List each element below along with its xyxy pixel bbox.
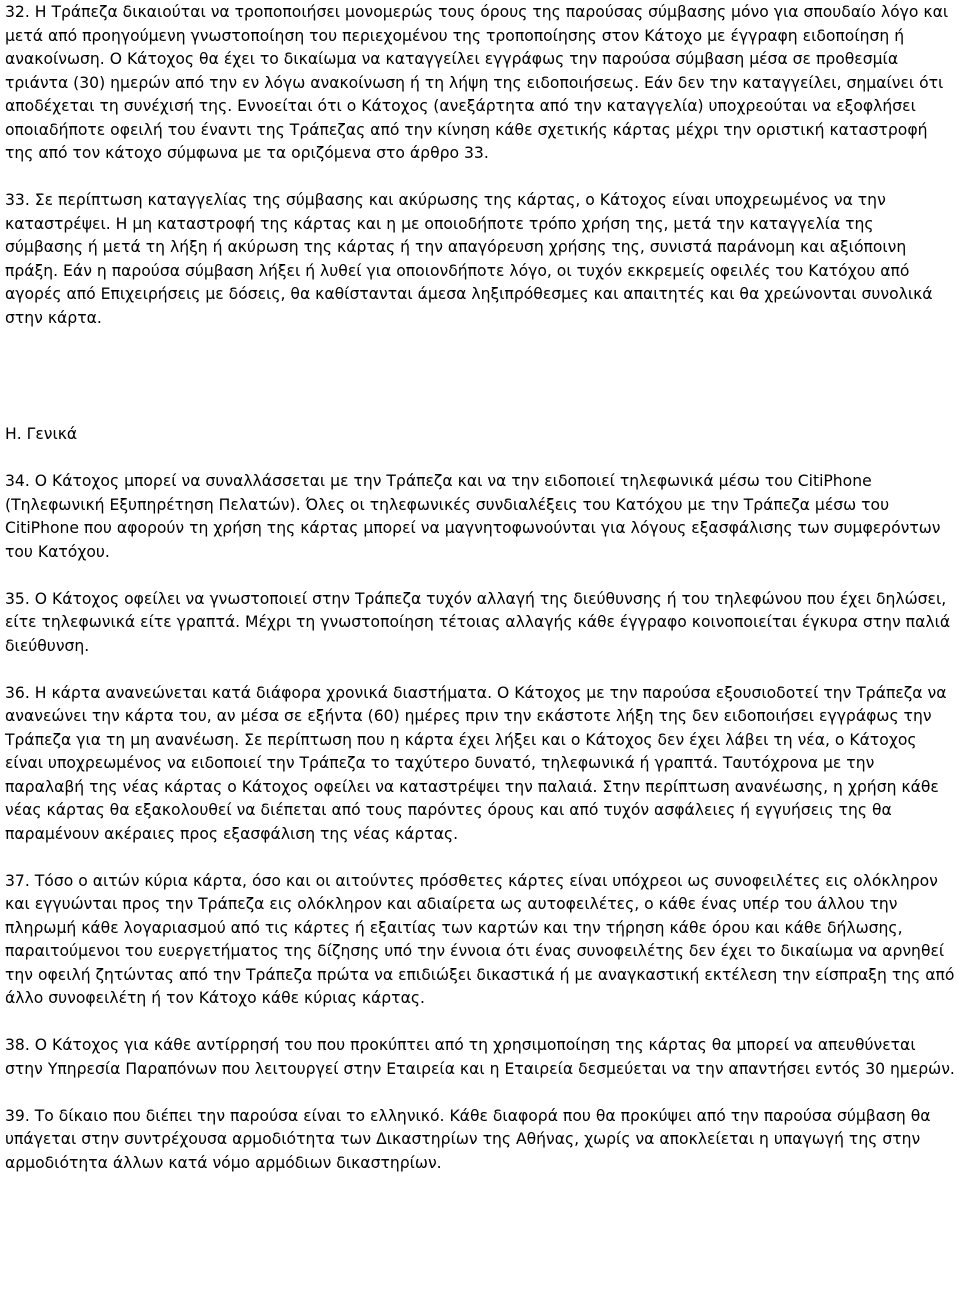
- article-37: 37. Τόσο ο αιτών κύρια κάρτα, όσο και οι αιτούντες πρόσθετες κάρτες είναι υπόχρεοι ως συνοφειλέτες εις ολόκληρον και εγγυώνται προς την Τράπεζα εις ολόκληρον και αδιαίρετα ως αυτοφειλέτες, ο κάθε ένας υπέρ του άλλου την πληρωμή κάθε λογαριασμού από τις κάρτες ή εξαιτίας των καρτών και την τήρηση κάθε όρου και κάθε δήλωσης, παραιτούμενοι του ευεργετήματος της δίζησης υπό την έννοια ότι ένας συνοφειλέτης δεν έχει το δικαίωμα να αρνηθεί την οφειλή ζητώντας από την Τράπεζα πρώτα να επιδιώξει δικαστικά ή με αναγκαστική εκτέλεση την είσπραξη της από άλλο συνοφειλέτη ή τον Κάτοχο κάθε κύριας κάρτας.: [5, 871, 955, 1007]
- paragraph-spacer: [5, 846, 955, 870]
- section-title: Η. Γενικά: [5, 425, 78, 443]
- paragraph-spacer: [5, 658, 955, 682]
- article-32: 32. Η Τράπεζα δικαιούται να τροποποιήσει μονομερώς τους όρους της παρούσας σύμβασης μόνο για σπουδαίο λόγο και μετά από προηγούμενη γνωστοποίηση του περιεχομένου της τροποποίησης στον Κάτοχο με έγγραφη ειδοποίηση ή ανακοίνωση. Ο Κάτοχος θα έχει το δικαίωμα να καταγγείλει εγγράφως την παρούσα σύμβαση μέσα σε προθεσμία τριάντα (30) ημερών από την εν λόγω ανακοίνωση ή τη λήψη της ειδοποιήσεως. Εάν δεν την καταγγείλει, σημαίνει ότι αποδέχεται τη συνέχισή της. Εννοείται ότι ο Κάτοχος (ανεξάρτητα από την καταγγελία) υποχρεούται να εξοφλήσει οποιαδήποτε οφειλή του έναντι της Τράπεζας από την κίνηση κάθε σχετικής κάρτας μέχρι την οριστική καταστροφή της από τον κάτοχο σύμφωνα με τα οριζόμενα στο άρθρο 33.: [5, 3, 949, 162]
- article-34: 34. Ο Κάτοχος μπορεί να συναλλάσσεται με την Τράπεζα και να την ειδοποιεί τηλεφωνικά μέσω του CitiPhone (Τηλεφωνική Εξυπηρέτηση Πελατών). Όλες οι τηλεφωνικές συνδιαλέξεις του Κατόχου με την Τράπεζα μέσω του CitiPhone που αφορούν τη χρήση της κάρτας μπορεί να μαγνητοφωνούνται για λόγους εξασφάλισης των συμφερόντων του Κατόχου.: [5, 472, 941, 561]
- article-39: 39. Το δίκαιο που διέπει την παρούσα είναι το ελληνικό. Κάθε διαφορά που θα προκύψει από την παρούσα σύμβαση θα υπάγεται στην συντρέχουσα αρμοδιότητα των Δικαστηρίων της Αθήνας, χωρίς να αποκλείεται η υπαγωγή της στην αρμοδιότητα άλλων κατά νόμο αρμόδιων δικαστηρίων.: [5, 1106, 931, 1172]
- section-spacer: [5, 330, 955, 423]
- article-33: 33. Σε περίπτωση καταγγελίας της σύμβασης και ακύρωσης της κάρτας, ο Κάτοχος είναι υποχρεωμένος να την καταστρέψει. Η μη καταστροφή της κάρτας και η με οποιοδήποτε τρόπο χρήση της, μετά την καταγγελία της σύμβασης ή μετά τη λήξη ή ακύρωση της κάρτας ή την απαγόρευση χρήσης της, συνιστά παράνομη και αξιόποινη πράξη. Εάν η παρούσα σύμβαση λήξει ή λυθεί για οποιονδήποτε λόγο, οι τυχόν εκκρεμείς οφειλές του Κατόχου από αγορές από Επιχειρήσεις με δόσεις, θα καθίστανται άμεσα ληξιπρόθεσμες και απαιτητές και θα χρεώνονται συνολικά στην κάρτα.: [5, 191, 933, 327]
- paragraph-spacer: [5, 1081, 955, 1105]
- article-35: 35. Ο Κάτοχος οφείλει να γνωστοποιεί στην Τράπεζα τυχόν αλλαγή της διεύθυνσης ή του τηλεφώνου που έχει δηλώσει, είτε τηλεφωνικά είτε γραπτά. Μέχρι τη γνωστοποίηση τέτοιας αλλαγής κάθε έγγραφο κοινοποιείται έγκυρα στην παλιά διεύθυνση.: [5, 589, 951, 655]
- paragraph-spacer: [5, 166, 955, 190]
- article-38: 38. Ο Κάτοχος για κάθε αντίρρησή του που προκύπτει από τη χρησιμοποίηση της κάρτας θα μπορεί να απευθύνεται στην Υπηρεσία Παραπόνων που λειτουργεί στην Εταιρεία και η Εταιρεία δεσμεύεται να την απαντήσει εντός 30 ημερών.: [5, 1036, 955, 1078]
- paragraph-spacer: [5, 564, 955, 588]
- paragraph-spacer: [5, 1011, 955, 1035]
- document-page: [5, 1, 955, 1175]
- paragraph-spacer: [5, 447, 955, 471]
- article-36: 36. Η κάρτα ανανεώνεται κατά διάφορα χρονικά διαστήματα. Ο Κάτοχος με την παρούσα εξουσιοδοτεί την Τράπεζα να ανανεώνει την κάρτα του, αν μέσα σε εξήντα (60) ημέρες πριν την εκάστοτε λήξη της δεν ειδοποιήσει εγγράφως την Τράπεζα για τη μη ανανέωση. Σε περίπτωση που η κάρτα έχει λήξει και ο Κάτοχος δεν έχει λάβει τη νέα, ο Κάτοχος είναι υποχρεωμένος να ειδοποιεί την Τράπεζα το ταχύτερο δυνατό, τηλεφωνικά ή γραπτά. Ταυτόχρονα με την παραλαβή της νέας κάρτας ο Κάτοχος οφείλει να καταστρέψει την παλαιά. Στην περίπτωση ανανέωσης, η χρήση κάθε νέας κάρτας θα εξακολουθεί να διέπεται από τους παρόντες όρους και από τυχόν ασφάλειες ή εγγυήσεις της θα παραμένουν ακέραιες προς εξασφάλιση της νέας κάρτας.: [5, 683, 947, 843]
